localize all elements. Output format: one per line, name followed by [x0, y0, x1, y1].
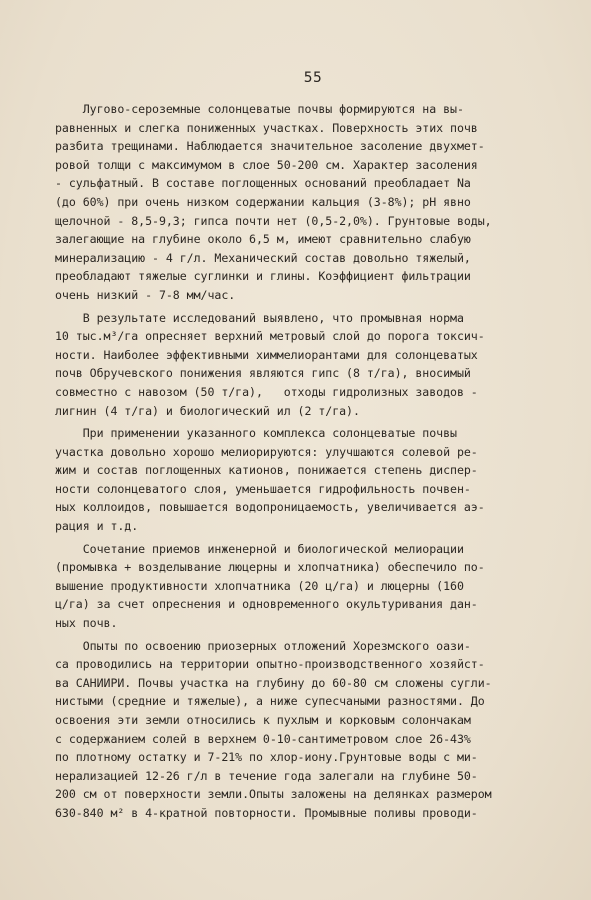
text-line: освоения эти земли относились к пухлым и корковым солончакам — [55, 713, 471, 727]
text-line: При применении указанного комплекса солонцеватые почвы — [55, 426, 457, 441]
text-line: с содержанием солей в верхнем 0-10-сантиметровом слое 26-43% — [55, 731, 471, 746]
text-line: равненных и слегка пониженных участках. Поверхность этих почв — [55, 120, 478, 135]
text-line: 10 тыс.м³/га опресняет верхний метровый слой до порога токсич- — [55, 329, 485, 344]
text-line: Лугово-сероземные солонцеватые почвы формируются на вы- — [55, 102, 464, 116]
text-line: жим и состав поглощенных катионов, понижается степень диспер- — [55, 463, 478, 478]
text-line: ва САНИИРИ. Почвы участка на глубину до 60-80 см сложены сугли- — [55, 675, 492, 690]
text-line: по плотному остатку и 7-21% по хлор-иону.Грунтовые воды с ми- — [55, 750, 478, 765]
text-line: лигнин (4 т/га) и биологический ил (2 т/га). — [55, 403, 360, 418]
text-line: - сульфатный. В составе поглощенных оснований преобладает Na — [55, 176, 471, 191]
text-line: са проводились на территории опытно-производственного хозяйст- — [55, 657, 485, 672]
text-line: 200 см от поверхности земли.Опыты заложены на делянках размером — [55, 787, 492, 802]
text-line: ных почв. — [55, 616, 118, 631]
text-line: ных коллоидов, повышается водопроницаемость, увеличивается аэ- — [55, 500, 485, 515]
text-line: залегающие на глубине около 6,5 м, имеют сравнительно слабую — [55, 232, 471, 247]
paragraph — [55, 309, 559, 421]
text-line: (до 60%) при очень низком содержании кальция (3-8%); pH явно — [55, 194, 471, 209]
page-number: 55 — [303, 70, 323, 86]
text-line: участка довольно хорошо мелиорируются: улучшаются солевой ре- — [55, 444, 478, 459]
text-line: преобладают тяжелые суглинки и глины. Коэффициент фильтрации — [55, 269, 471, 284]
text-line: разбита трещинами. Наблюдается значительное засоление двухмет- — [55, 139, 485, 154]
text-line: очень низкий - 7-8 мм/час. — [55, 287, 236, 302]
text-line: Сочетание приемов инженерной и биологической мелиорации — [55, 541, 464, 556]
paragraph — [55, 540, 559, 633]
text-line: вышение продуктивности хлопчатника (20 ц/га) и люцерны (160 — [55, 578, 464, 593]
text-line: ровой толщи с максимумом в слое 50-200 см. Характер засоления — [55, 157, 478, 172]
text-line: рация и т.д. — [55, 519, 139, 534]
text-line: совместно с навозом (50 т/га), отходы гидролизных заводов - — [55, 384, 478, 399]
text-line: (промывка + возделывание люцерны и хлопчатника) обеспечило по- — [55, 560, 485, 575]
text-line: 630-840 м² в 4-кратной повторности. Промывные поливы проводи- — [55, 805, 478, 820]
text-body — [55, 100, 559, 823]
text-line: ности. Наиболее эффективными химмелиорантами для солонцеватых — [55, 347, 478, 362]
text-line: нистыми (средние и тяжелые), а ниже супесчаными разностями. До — [55, 694, 485, 709]
text-line: почв Обручевского понижения являются гипс (8 т/га), вносимый — [55, 366, 471, 381]
text-line: ц/га) за счет опреснения и одновременного окультуривания дан- — [55, 597, 478, 612]
text-line: В результате исследований выявлено, что промывная норма — [55, 310, 464, 325]
text-line: минерализацию - 4 г/л. Механический состав довольно тяжелый, — [55, 250, 471, 265]
text-line: ности солонцеватого слоя, уменьшается гидрофильность почвен- — [55, 481, 471, 496]
text-line: щелочной - 8,5-9,3; гипса почти нет (0,5-2,0%). Грунтовые воды, — [55, 213, 492, 228]
paragraph — [55, 424, 559, 536]
paragraph — [55, 100, 559, 305]
text-line: Опыты по освоению приозерных отложений Хорезмского оази- — [55, 638, 471, 653]
paragraph — [55, 637, 559, 823]
text-line: нерализацией 12-26 г/л в течение года залегали на глубине 50- — [55, 768, 478, 783]
